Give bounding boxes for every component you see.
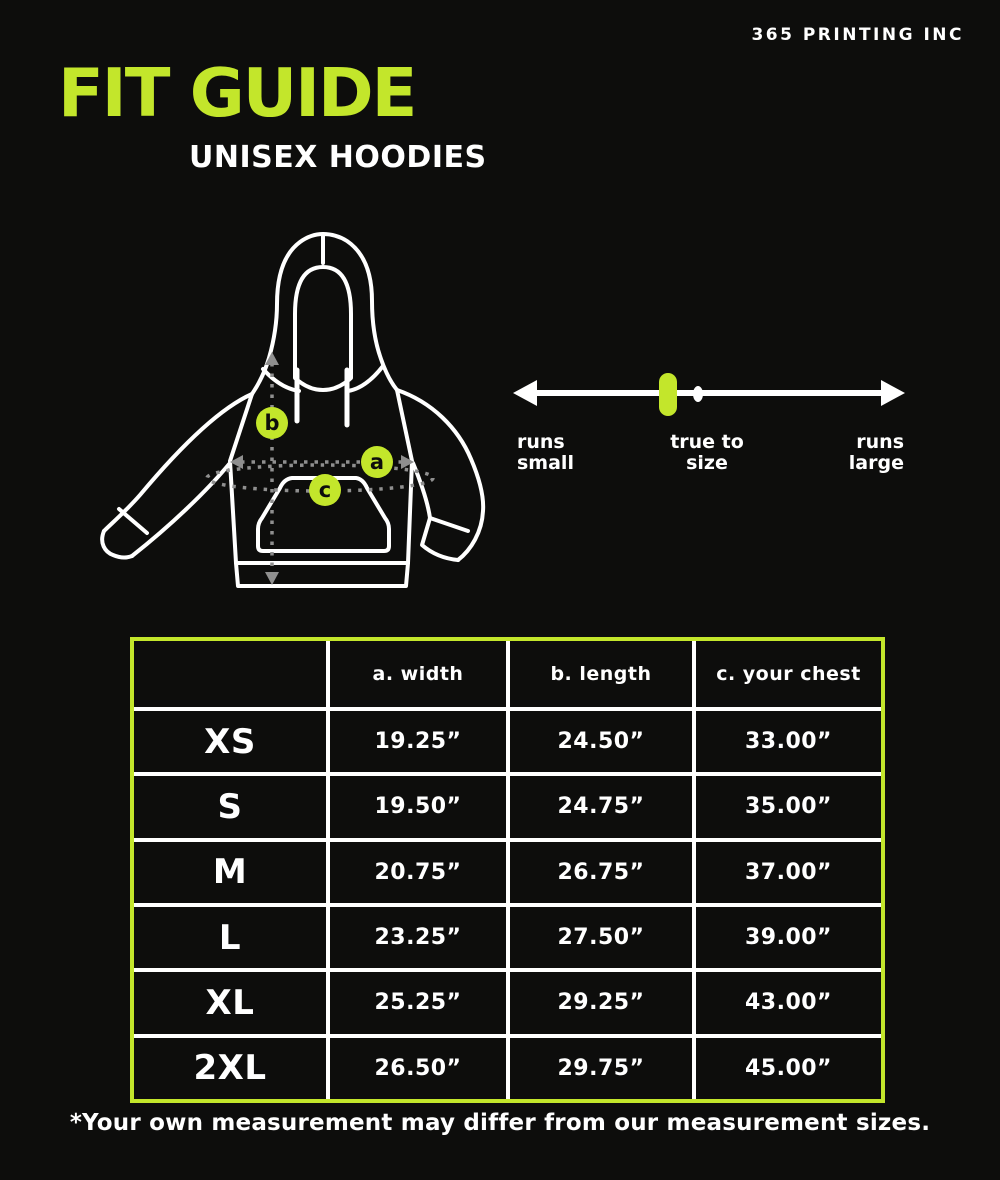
fit-scale-graphic: [513, 373, 905, 416]
scale-dot: [693, 386, 703, 402]
table-header-length: b. length: [510, 641, 692, 707]
table-header-empty: [134, 641, 326, 707]
scale-marker: [659, 373, 677, 416]
table-row-s-chest: 35.00”: [696, 776, 881, 837]
label-runs-small-line1: runs: [517, 431, 565, 453]
label-true-to-size-line2: size: [686, 452, 728, 474]
marker-a: [361, 446, 393, 478]
hoodie-illustration: [102, 234, 483, 586]
table-row-xs-chest: 33.00”: [696, 711, 881, 772]
table-row-xs-size: XS: [134, 711, 326, 772]
scale-arrow-left: [513, 380, 537, 406]
table-row-s-length: 24.75”: [510, 776, 692, 837]
table-row-xs-length: 24.50”: [510, 711, 692, 772]
footnote: *Your own measurement may differ from our measurement sizes.: [69, 1110, 931, 1136]
body-right-edge: [397, 390, 412, 563]
label-true-to-size-line1: true to: [670, 431, 744, 453]
label-runs-small: [517, 432, 574, 474]
table-row-2xl-size: 2XL: [134, 1038, 326, 1099]
page-title: FIT GUIDE: [58, 54, 416, 132]
table-row-s-size: S: [134, 776, 326, 837]
table-row-s-width: 19.50”: [330, 776, 506, 837]
size-table: [130, 637, 885, 1103]
label-runs-large-line2: large: [848, 452, 904, 474]
marker-c-letter: c: [318, 477, 332, 502]
marker-b-letter: b: [264, 410, 280, 435]
sleeve-left-inner: [132, 463, 230, 556]
table-row-2xl-width: 26.50”: [330, 1038, 506, 1099]
table-row-m-length: 26.75”: [510, 842, 692, 903]
table-row-l-width: 23.25”: [330, 907, 506, 968]
scale-arrow-right: [881, 380, 905, 406]
table-row-xl-length: 29.25”: [510, 972, 692, 1033]
cuff-left-end: [102, 531, 132, 557]
table-row-xs-width: 19.25”: [330, 711, 506, 772]
label-runs-large-line1: runs: [856, 431, 904, 453]
marker-a-letter: a: [369, 449, 385, 474]
table-row-xl-width: 25.25”: [330, 972, 506, 1033]
table-row-l-chest: 39.00”: [696, 907, 881, 968]
hem-band: [236, 563, 408, 586]
body-left-edge: [230, 394, 252, 563]
table-row-l-size: L: [134, 907, 326, 968]
table-row-m-size: M: [134, 842, 326, 903]
hood-face-opening: [295, 267, 351, 390]
page-subtitle: UNISEX HOODIES: [189, 140, 487, 175]
table-row-l-length: 27.50”: [510, 907, 692, 968]
table-row-xl-chest: 43.00”: [696, 972, 881, 1033]
label-true-to-size: [670, 432, 744, 474]
marker-c: [309, 474, 341, 506]
label-runs-small-line2: small: [517, 452, 574, 474]
cuff-right-seam: [430, 518, 468, 531]
brand-text: 365 PRINTING INC: [751, 25, 964, 45]
table-row-m-chest: 37.00”: [696, 842, 881, 903]
table-row-xl-size: XL: [134, 972, 326, 1033]
marker-b: [256, 407, 288, 439]
table-row-m-width: 20.75”: [330, 842, 506, 903]
table-header-chest: c. your chest: [696, 641, 881, 707]
length-arrow-down: [265, 572, 279, 585]
collar-right: [348, 366, 383, 391]
table-row-2xl-chest: 45.00”: [696, 1038, 881, 1099]
table-header-width: a. width: [330, 641, 506, 707]
label-runs-large: [849, 432, 904, 474]
cuff-left-seam: [119, 509, 147, 533]
table-row-2xl-length: 29.75”: [510, 1038, 692, 1099]
